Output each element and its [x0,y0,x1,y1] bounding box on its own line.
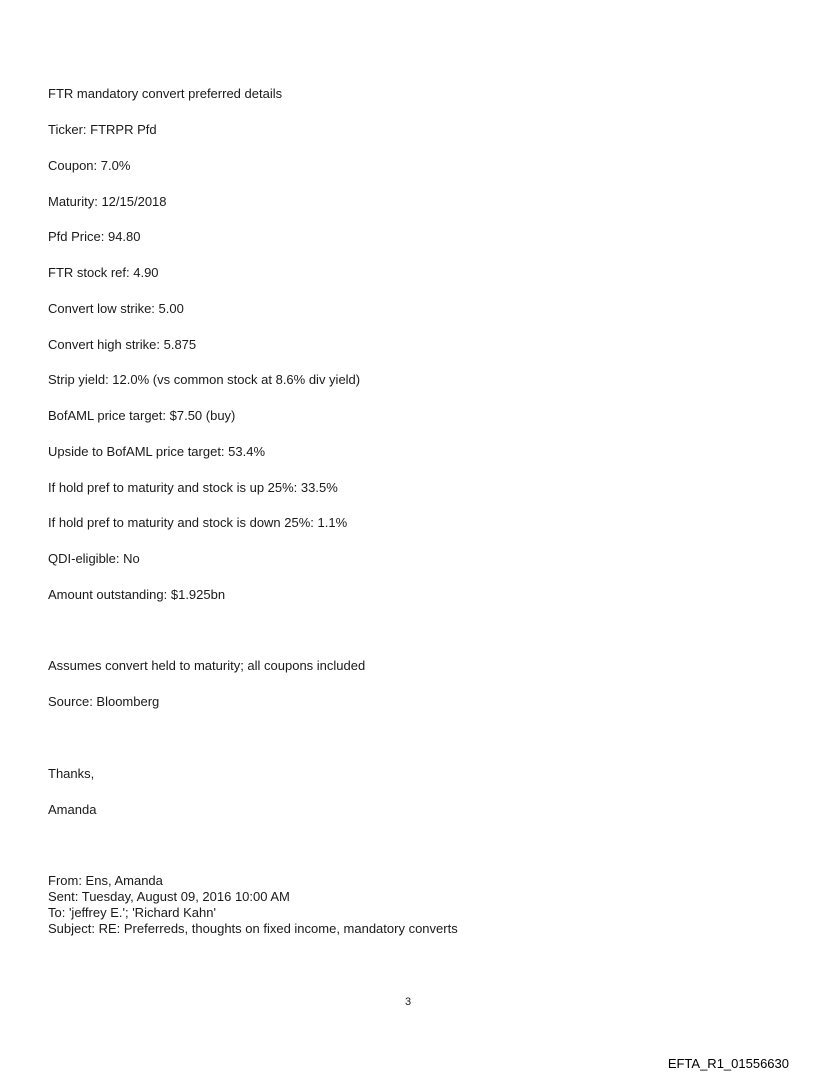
detail-coupon: Coupon: 7.0% [48,158,131,173]
detail-stock-up-scenario: If hold pref to maturity and stock is up 25%: 33.5% [48,480,338,495]
source-line: Source: Bloomberg [48,694,160,709]
detail-stock-ref: FTR stock ref: 4.90 [48,265,159,280]
detail-low-strike: Convert low strike: 5.00 [48,301,184,316]
closing-line: Thanks, [48,766,95,781]
detail-ticker: Ticker: FTRPR Pfd [48,122,157,137]
detail-qdi-eligible: QDI-eligible: No [48,551,140,566]
page-number: 3 [404,996,412,1008]
email-header [48,873,458,937]
detail-amount-outstanding: Amount outstanding: $1.925bn [48,587,226,602]
assumption-note: Assumes convert held to maturity; all coupons included [48,658,366,673]
detail-high-strike: Convert high strike: 5.875 [48,337,197,352]
detail-stock-down-scenario: If hold pref to maturity and stock is down 25%: 1.1% [48,515,348,530]
document-title: FTR mandatory convert preferred details [48,86,283,101]
email-sent: Sent: Tuesday, August 09, 2016 10:00 AM [48,889,290,904]
signature-line: Amanda [48,802,97,817]
email-subject: Subject: RE: Preferreds, thoughts on fixed income, mandatory converts [48,921,458,936]
detail-strip-yield: Strip yield: 12.0% (vs common stock at 8.6% div yield) [48,372,361,387]
detail-upside: Upside to BofAML price target: 53.4% [48,444,266,459]
email-to: To: 'jeffrey E.'; 'Richard Kahn' [48,905,216,920]
detail-price-target: BofAML price target: $7.50 (buy) [48,408,236,423]
document-id: EFTA_R1_01556630 [667,1056,789,1071]
email-from: From: Ens, Amanda [48,873,163,888]
detail-pfd-price: Pfd Price: 94.80 [48,229,141,244]
detail-maturity: Maturity: 12/15/2018 [48,194,167,209]
